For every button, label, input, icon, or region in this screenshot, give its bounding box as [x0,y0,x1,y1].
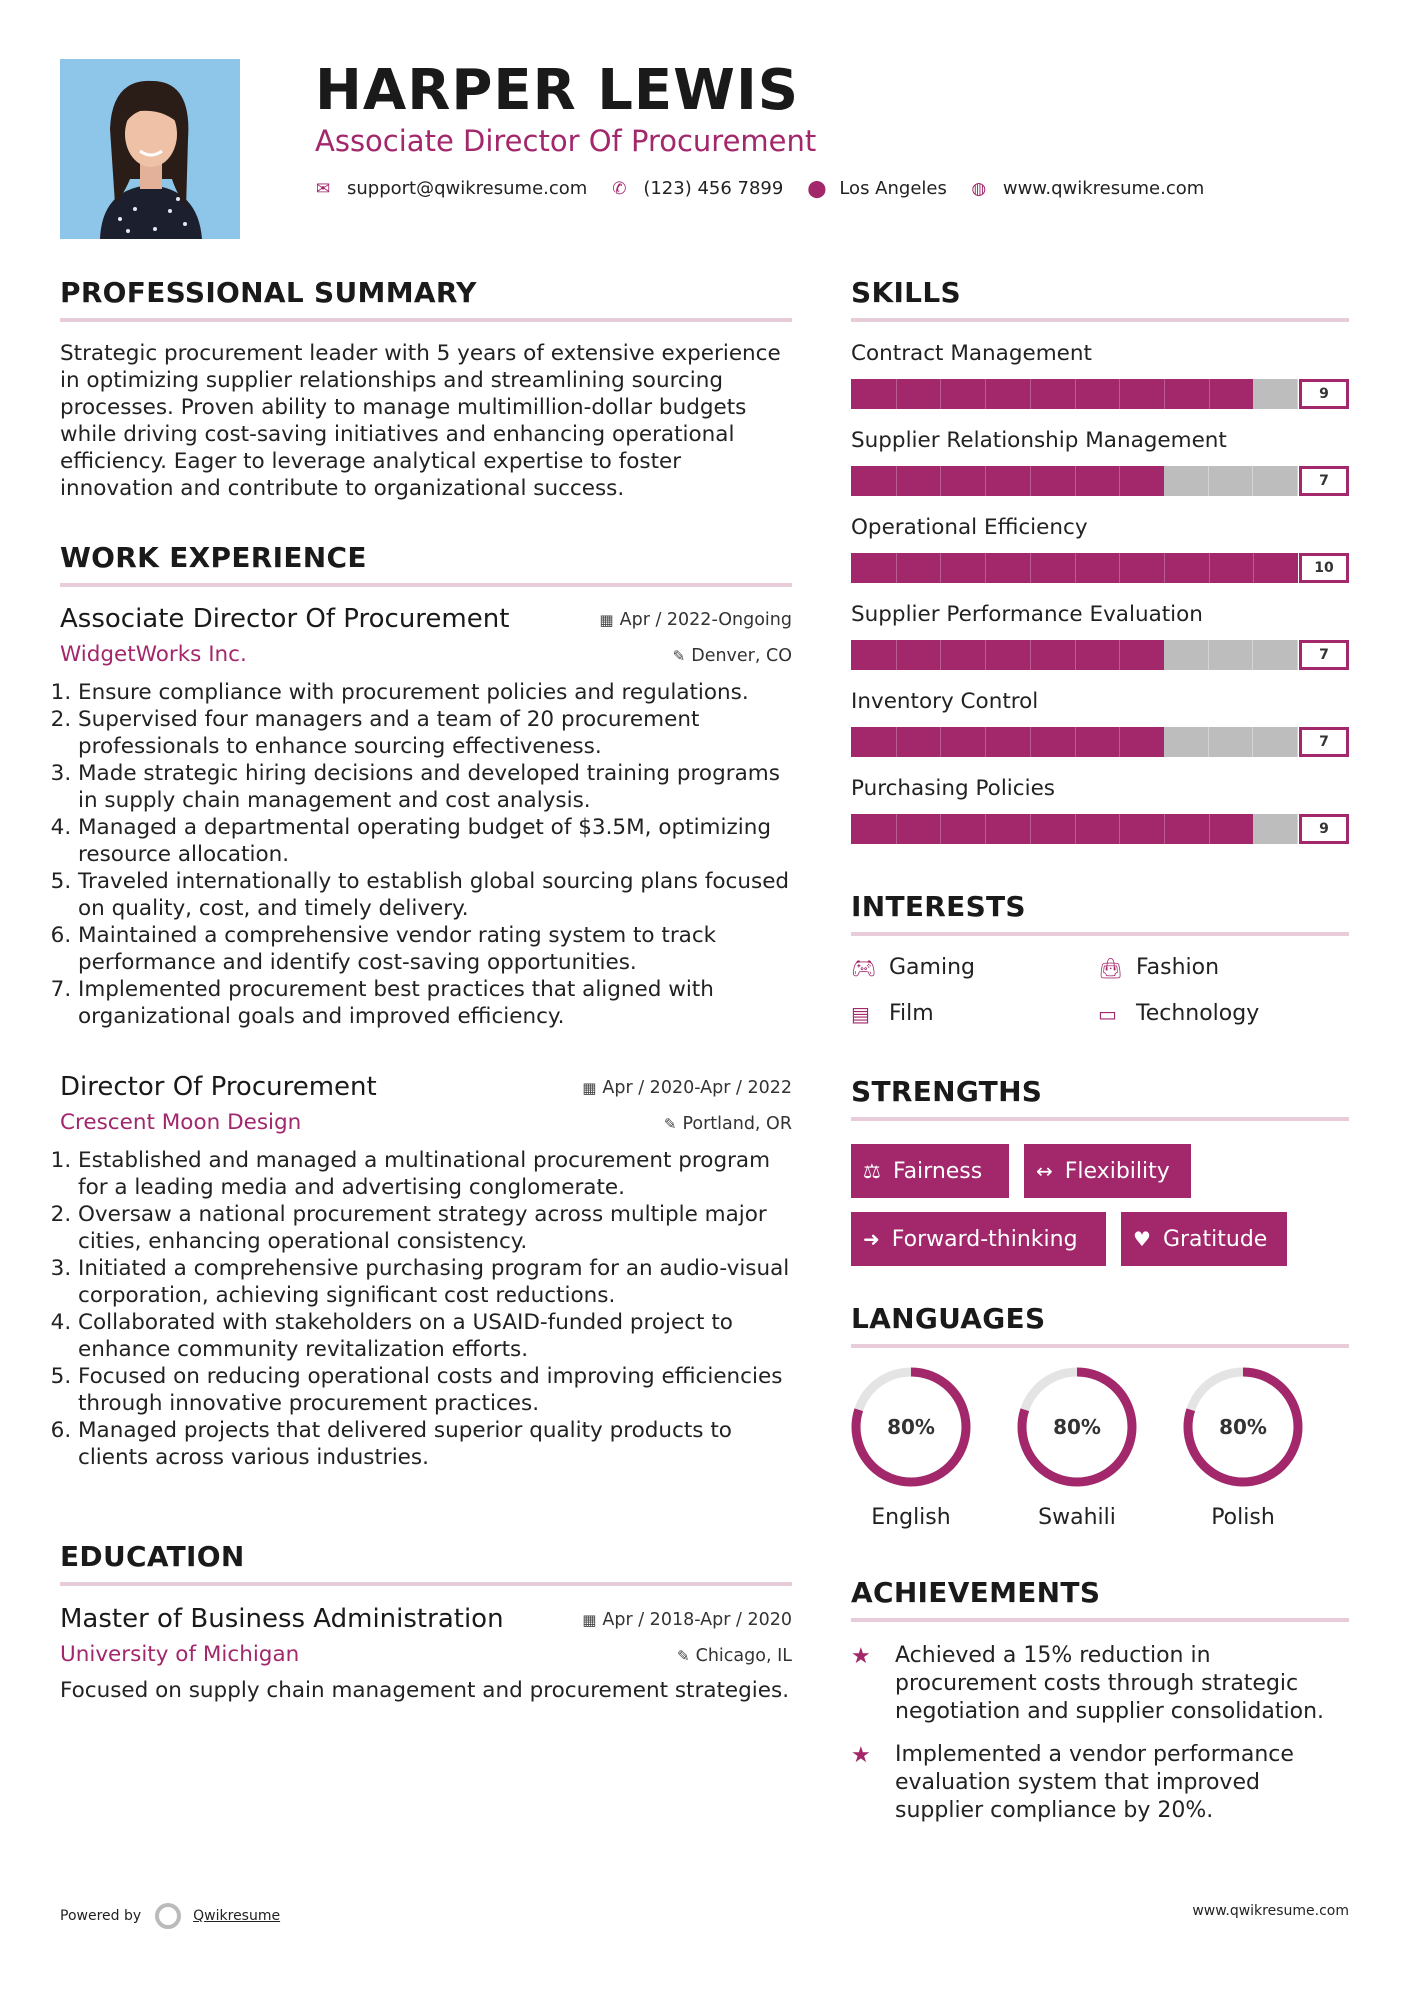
skill-item [851,689,1349,757]
language-item [1181,1365,1305,1530]
skills-title: SKILLS [851,276,961,309]
skill-bar [851,379,1349,409]
education-title: EDUCATION [60,1540,245,1573]
contact-phone[interactable] [611,178,783,199]
skill-item [851,602,1349,670]
skill-bar-fill [851,640,1164,670]
degree-title: Master of Business Administration [60,1604,504,1634]
phone-icon: ✆ [612,178,627,199]
balance-scale-icon: ⚖ [863,1159,881,1183]
interests-heading [851,890,1349,936]
section-divider [60,1582,792,1586]
skill-level: 7 [1299,727,1349,757]
shopping-bag-icon: 👜︎ [1098,955,1124,980]
candidate-name: HARPER LEWIS [315,58,800,123]
skill-bar-fill [851,553,1298,583]
star-icon: ★ [851,1644,871,1669]
skill-label: Supplier Performance Evaluation [851,602,1203,627]
strength-tag: ➜ Forward-thinking [851,1212,1106,1266]
strengths-heading [851,1075,1349,1121]
phone-text: (123) 456 7899 [643,178,784,199]
map-marker-icon: ⬤ [807,178,827,199]
list-item: 2. Supervised four managers and a team of 20 procurement professionals to enhance sourcing effectiveness. [78,706,792,760]
brand-link[interactable]: Qwikresume [193,1908,281,1924]
contact-email[interactable] [315,178,587,199]
languages-title: LANGUAGES [851,1302,1046,1335]
language-item [1015,1365,1139,1530]
calendar-icon: ▦ [582,1611,597,1629]
qwikresume-logo-icon [155,1903,181,1929]
calendar-icon: ▦ [582,1079,597,1097]
skill-level: 7 [1299,466,1349,496]
list-item: 3. Made strategic hiring decisions and developed training programs in supply chain management and cost analysis. [78,760,792,814]
strength-tag: ⚖ Fairness [851,1144,1009,1198]
heart-icon: ♥ [1133,1227,1151,1251]
summary-title: PROFESSIONAL SUMMARY [60,276,477,309]
job-entry [60,1072,792,1471]
achievement-item: ★ Achieved a 15% reduction in procurement costs through strategic negotiation and supplier consolidation. [851,1643,1324,1724]
skill-level: 9 [1299,379,1349,409]
interest-item: 🎮︎ Gaming [851,955,975,980]
skills-heading [851,276,1349,322]
achievement-item: ★ Implemented a vendor performance evaluation system that improved supplier compliance by 20%. [851,1742,1294,1823]
language-label: English [871,1505,951,1530]
skill-item [851,428,1349,496]
interest-item: ▤ Film [851,1001,934,1026]
skill-label: Purchasing Policies [851,776,1056,801]
envelope-icon: ✉ [315,178,331,199]
skill-level: 9 [1299,814,1349,844]
skill-level: 7 [1299,640,1349,670]
job-location: ✎ Portland, OR [663,1114,792,1134]
job-company: WidgetWorks Inc. [60,642,247,667]
skill-item [851,776,1349,844]
achievements-title: ACHIEVEMENTS [851,1576,1101,1609]
arrows-horizontal-icon: ↔ [1036,1159,1053,1183]
list-item: 6. Managed projects that delivered superior quality products to clients across various industries. [78,1417,792,1471]
education-description: Focused on supply chain management and procurement strategies. [60,1678,790,1703]
interest-item: ▭ Technology [1098,1001,1260,1026]
skill-label: Operational Efficiency [851,515,1088,540]
section-divider [851,1117,1349,1121]
contact-location [807,178,947,199]
list-item: 5. Focused on reducing operational costs and improving efficiencies through innovative procurement practices. [78,1363,792,1417]
language-percent: 80% [1053,1415,1101,1439]
summary-heading [60,276,792,322]
profile-photo [60,59,240,239]
star-icon: ★ [851,1743,871,1768]
skill-item [851,341,1349,409]
language-label: Swahili [1038,1505,1116,1530]
arrow-right-icon: ➜ [863,1227,880,1251]
skill-label: Contract Management [851,341,1092,366]
language-ring [1015,1365,1139,1489]
calendar-icon: ▦ [599,611,614,629]
list-item: 5. Traveled internationally to establish global sourcing plans focused on quality, cost, and timely delivery. [78,868,792,922]
education-date: ▦ Apr / 2018-Apr / 2020 [582,1610,792,1630]
gamepad-icon: 🎮︎ [851,955,877,980]
list-item: 2. Oversaw a national procurement strategy across multiple major cities, enhancing operational consistency. [78,1201,792,1255]
powered-by-text: Powered by [60,1908,142,1924]
experience-title: WORK EXPERIENCE [60,541,367,574]
experience-heading [60,541,792,587]
skill-item [851,515,1349,583]
education-entry [60,1604,792,1704]
strength-tag: ♥ Gratitude [1121,1212,1287,1266]
skill-bar [851,814,1349,844]
language-percent: 80% [887,1415,935,1439]
skill-bar-fill [851,727,1164,757]
list-item: 4. Managed a departmental operating budget of $3.5M, optimizing resource allocation. [78,814,792,868]
pin-icon: ✎ [663,1115,677,1133]
film-icon: ▤ [851,1001,870,1026]
job-company: Crescent Moon Design [60,1110,302,1135]
section-divider [60,318,792,322]
skill-bar [851,640,1349,670]
strength-tag: ↔ Flexibility [1024,1144,1191,1198]
job-title: Director Of Procurement [60,1072,377,1102]
skill-bar-fill [851,466,1164,496]
job-title: Associate Director Of Procurement [60,604,510,634]
list-item: 7. Implemented procurement best practices that aligned with organizational goals and improved efficiency. [78,976,792,1030]
skill-bar [851,553,1349,583]
email-text: support@qwikresume.com [347,178,588,199]
skill-bar [851,727,1349,757]
language-ring [849,1365,973,1489]
list-item: 1. Established and managed a multinational procurement program for a leading media and advertising conglomerate. [78,1147,792,1201]
candidate-role: Associate Director Of Procurement [315,124,817,158]
list-item: 6. Maintained a comprehensive vendor rating system to track performance and identify cost-saving opportunities. [78,922,792,976]
list-item: 1. Ensure compliance with procurement policies and regulations. [78,679,792,706]
interest-item: 👜︎ Fashion [1098,955,1220,980]
language-percent: 80% [1219,1415,1267,1439]
skill-label: Supplier Relationship Management [851,428,1227,453]
school-name: University of Michigan [60,1642,300,1667]
education-location: ✎ Chicago, IL [677,1646,792,1666]
interests-title: INTERESTS [851,890,1026,923]
language-item [849,1365,973,1530]
skill-level: 10 [1299,553,1349,583]
summary-text: Strategic procurement leader with 5 years of extensive experience in optimizing supplier relationships and streamlining sourcing processes. Proven ability to manage multimillion-dollar budgets while driving cost-saving initiatives and enhancing operational efficiency. Eager to leverage analytical expertise to foster innovation and contribute to organizational success. [60,341,781,501]
section-divider [851,932,1349,936]
section-divider [851,1618,1349,1622]
achievements-heading [851,1576,1349,1622]
section-divider [851,1344,1349,1348]
skill-bar-fill [851,379,1253,409]
language-label: Polish [1211,1505,1275,1530]
location-text: Los Angeles [839,178,947,199]
skill-label: Inventory Control [851,689,1039,714]
skill-bar-fill [851,814,1253,844]
footer-url[interactable]: www.qwikresume.com [1192,1903,1349,1919]
globe-icon: ◍ [971,178,987,199]
section-divider [851,318,1349,322]
job-location: ✎ Denver, CO [672,646,792,666]
job-date: ▦ Apr / 2020-Apr / 2022 [582,1078,792,1098]
section-divider [60,583,792,587]
education-heading [60,1540,792,1586]
list-item: 3. Initiated a comprehensive purchasing program for an audio-visual corporation, achieving significant cost reductions. [78,1255,792,1309]
laptop-icon: ▭ [1098,1001,1117,1026]
website-text: www.qwikresume.com [1002,178,1205,199]
contact-website[interactable] [971,178,1204,199]
job-duties [60,1147,792,1471]
pin-icon: ✎ [672,647,686,665]
contact-bar [315,178,1228,199]
list-item: 4. Collaborated with stakeholders on a USAID-funded project to enhance community revitalization efforts. [78,1309,792,1363]
job-date: ▦ Apr / 2022-Ongoing [599,610,792,630]
skill-bar [851,466,1349,496]
languages-heading [851,1302,1349,1348]
language-ring [1181,1365,1305,1489]
job-entry [60,604,792,1030]
job-duties [60,679,792,1030]
pin-icon: ✎ [677,1647,690,1665]
footer-branding [60,1903,280,1929]
strengths-title: STRENGTHS [851,1075,1043,1108]
